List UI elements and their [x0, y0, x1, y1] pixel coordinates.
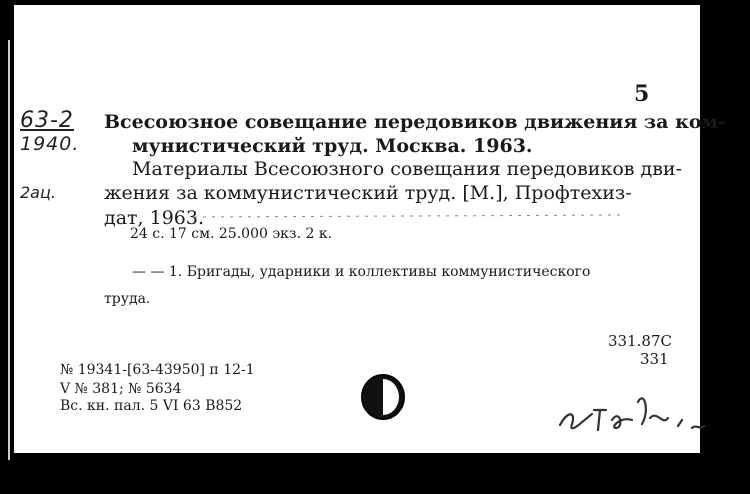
subject-heading-line-2: труда.: [104, 291, 151, 307]
page-number: 5: [634, 81, 650, 107]
registration-line-1: № 19341-[63-43950] п 12-1: [60, 362, 255, 378]
scan-border-bottom: [0, 453, 750, 494]
registration-line-3: Вс. кн. пал. 5 VI 63 В852: [60, 398, 243, 414]
title-line-2: мунистический труд. Москва. 1963.: [132, 135, 533, 157]
classification-code-1: 331.87С: [608, 332, 672, 350]
description-line-1: Материалы Всесоюзного совещания передовиков дви-: [132, 158, 682, 180]
title-line-1: Всесоюзное совещание передовиков движения за ком-: [104, 111, 726, 133]
description-line-3: дат, 1963.: [104, 207, 205, 229]
classification-code-2: 331: [640, 350, 669, 368]
handwritten-mark-bottom: 1940.: [20, 133, 80, 155]
handwritten-signature-icon: [554, 380, 714, 450]
subject-heading-line-1: — — 1. Бригады, ударники и коллективы коммунистического: [132, 264, 591, 280]
description-line-2: жения за коммунистический труд. [М.], Профтехиз-: [104, 182, 632, 204]
catalog-card: [14, 5, 726, 453]
circular-ink-stamp-icon: [360, 373, 406, 421]
faint-ruled-line: [194, 210, 624, 224]
handwritten-mark-dark: 2aц.: [20, 183, 56, 202]
handwritten-mark-top: 63-2: [20, 108, 74, 133]
collation-line: 24 с. 17 см. 25.000 экз. 2 к.: [130, 226, 333, 242]
registration-line-2: V № 381; № 5634: [60, 381, 182, 397]
scan-artifact-line: [8, 40, 10, 460]
